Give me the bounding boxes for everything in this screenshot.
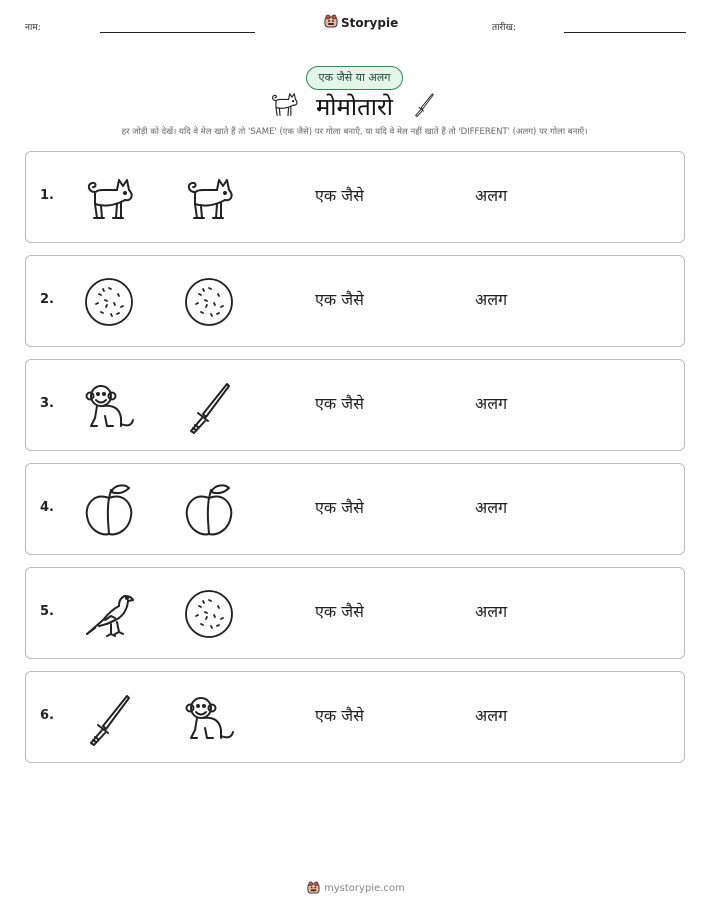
different-option[interactable]: अलग — [475, 290, 508, 309]
pair-card — [25, 359, 685, 451]
different-option[interactable]: अलग — [475, 706, 508, 725]
different-option[interactable]: अलग — [475, 394, 508, 413]
sword-icon — [181, 378, 237, 434]
same-option[interactable]: एक जैसे — [315, 602, 364, 621]
same-option[interactable]: एक जैसे — [315, 186, 364, 205]
name-line[interactable] — [100, 32, 255, 33]
pair-card — [25, 463, 685, 555]
brand-logo — [324, 13, 398, 32]
cookie-icon — [81, 274, 137, 330]
peach-icon — [81, 482, 137, 538]
pair-card — [25, 671, 685, 763]
storypie-mascot-icon — [324, 13, 338, 32]
pair-number: 5. — [40, 604, 54, 619]
instructions: हर जोड़ी को देखें। यदि वे मेल खाते हैं तो 'SAME' (एक जैसे) पर गोला बनाएँ, या यदि वे मेल नहीं खाते हैं तो 'DIFFERENT' (अलग) पर गोला बनाएँ। — [121, 127, 588, 137]
sword-icon — [411, 90, 437, 122]
pair-number: 6. — [40, 708, 54, 723]
dog-icon — [81, 170, 137, 226]
worksheet-title: मोमोतारो — [315, 93, 394, 121]
same-option[interactable]: एक जैसे — [315, 498, 364, 517]
storypie-mascot-icon — [307, 879, 320, 898]
monkey-icon — [81, 378, 137, 434]
same-option[interactable]: एक जैसे — [315, 290, 364, 309]
same-option[interactable]: एक जैसे — [315, 394, 364, 413]
pair-number: 4. — [40, 500, 54, 515]
pair-number: 1. — [40, 188, 54, 203]
sword-icon — [81, 690, 137, 746]
cookie-icon — [181, 586, 237, 642]
name-label: नाम: — [25, 23, 41, 33]
pair-card — [25, 151, 685, 243]
date-line[interactable] — [564, 32, 686, 33]
activity-tag: एक जैसे या अलग — [306, 66, 403, 90]
pair-card — [25, 567, 685, 659]
footer-site: mystorypie.com — [324, 883, 405, 894]
peach-icon — [181, 482, 237, 538]
monkey-icon — [181, 690, 237, 746]
pair-card — [25, 255, 685, 347]
cookie-icon — [181, 274, 237, 330]
pair-number: 2. — [40, 292, 54, 307]
different-option[interactable]: अलग — [475, 498, 508, 517]
date-label: तारीख: — [492, 23, 516, 33]
different-option[interactable]: अलग — [475, 186, 508, 205]
different-option[interactable]: अलग — [475, 602, 508, 621]
same-option[interactable]: एक जैसे — [315, 706, 364, 725]
dog-icon — [181, 170, 237, 226]
pheasant-icon — [81, 586, 137, 642]
footer — [307, 879, 405, 898]
brand-name: Storypie — [341, 15, 399, 30]
pair-number: 3. — [40, 396, 54, 411]
